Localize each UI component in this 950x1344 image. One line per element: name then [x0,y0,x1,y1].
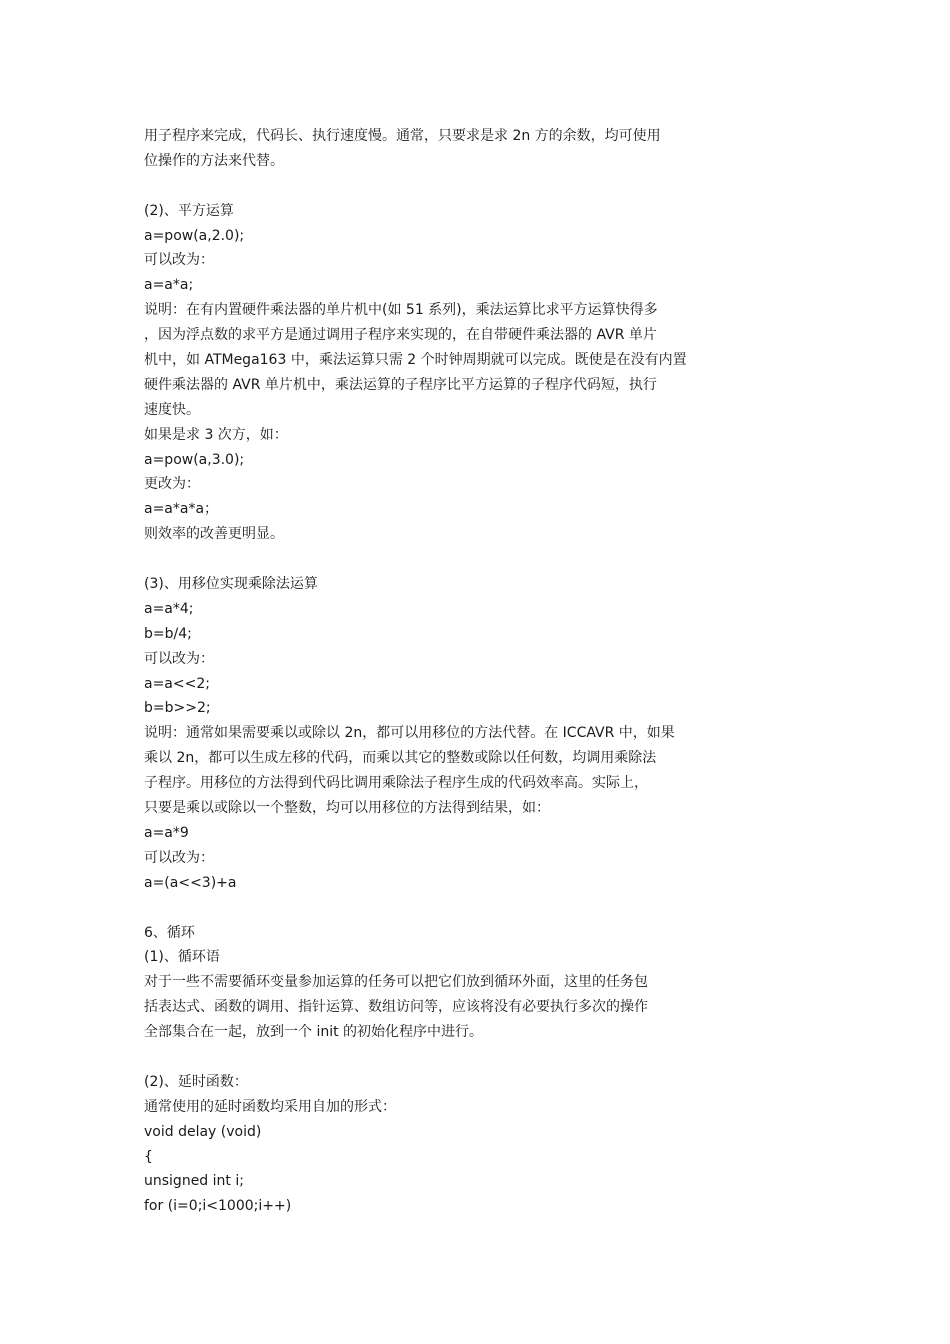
text-line: 可以改为： [144,252,214,269]
blank-line [144,896,864,921]
text-line: void delay (void) [144,1123,262,1140]
text-line: 机中，如 ATMega163 中，乘法运算只需 2 个时钟周期就可以完成。既使是在没有内置 [144,352,687,369]
document-body [144,124,864,1219]
text-line: a=a*a; [144,277,194,294]
text-line: 硬件乘法器的 AVR 单片机中，乘法运算的子程序比平方运算的子程序代码短，执行 [144,376,657,393]
text-line: a=a*a*a； [144,501,219,518]
text-line: (2)、平方运算 [144,202,234,219]
text-line: 可以改为： [144,849,214,866]
text-line: a=pow(a,3.0); [144,451,245,468]
text-line: { [144,1148,153,1165]
text-line: a=a<<2; [144,675,210,692]
text-line: (2)、延时函数： [144,1073,248,1090]
text-line: (1)、循环语 [144,949,220,966]
text-line: 说明：通常如果需要乘以或除以 2n，都可以用移位的方法代替。在 ICCAVR 中，如果 [144,725,675,742]
text-line: 速度快。 [144,401,200,418]
text-line: a=a*4; [144,600,194,617]
text-line: 则效率的改善更明显。 [144,526,284,543]
text-line: 括表达式、函数的调用、指针运算、数组访问等，应该将没有必要执行多次的操作 [144,999,648,1016]
text-line: 说明：在有内置硬件乘法器的单片机中(如 51 系列)，乘法运算比求平方运算快得多 [144,302,658,319]
text-line: 更改为： [144,476,200,493]
text-line: unsigned int i; [144,1173,244,1190]
text-line: 位操作的方法来代替。 [144,152,284,169]
text-line: 子程序。用移位的方法得到代码比调用乘除法子程序生成的代码效率高。实际上， [144,775,648,792]
text-line: a=a*9 [144,824,189,841]
text-line: 对于一些不需要循环变量参加运算的任务可以把它们放到循环外面，这里的任务包 [144,974,648,991]
text-line: 通常使用的延时函数均采用自加的形式： [144,1098,396,1115]
text-line: for (i=0;i<1000;i++) [144,1198,292,1215]
text-line: b=b>>2; [144,700,211,717]
blank-line [144,1045,864,1070]
blank-line [144,174,864,199]
text-line: 全部集合在一起，放到一个 init 的初始化程序中进行。 [144,1024,484,1041]
text-line: b=b/4; [144,625,192,642]
text-line: 用子程序来完成，代码长、执行速度慢。通常，只要求是求 2n 方的余数，均可使用 [144,128,661,144]
text-line: 6、循环 [144,924,195,941]
text-line: 乘以 2n，都可以生成左移的代码，而乘以其它的整数或除以任何数，均调用乘除法 [144,750,657,767]
blank-line [144,547,864,572]
text-line: 只要是乘以或除以一个整数，均可以用移位的方法得到结果，如： [144,800,550,817]
text-line: ，因为浮点数的求平方是通过调用子程序来实现的，在自带硬件乘法器的 AVR 单片 [144,327,657,344]
text-line: a=pow(a,2.0); [144,227,245,244]
text-line: a=(a<<3)+a [144,874,237,891]
text-line: 可以改为： [144,650,214,667]
text-line: 如果是求 3 次方，如： [144,426,288,443]
text-line: (3)、用移位实现乘除法运算 [144,576,318,593]
